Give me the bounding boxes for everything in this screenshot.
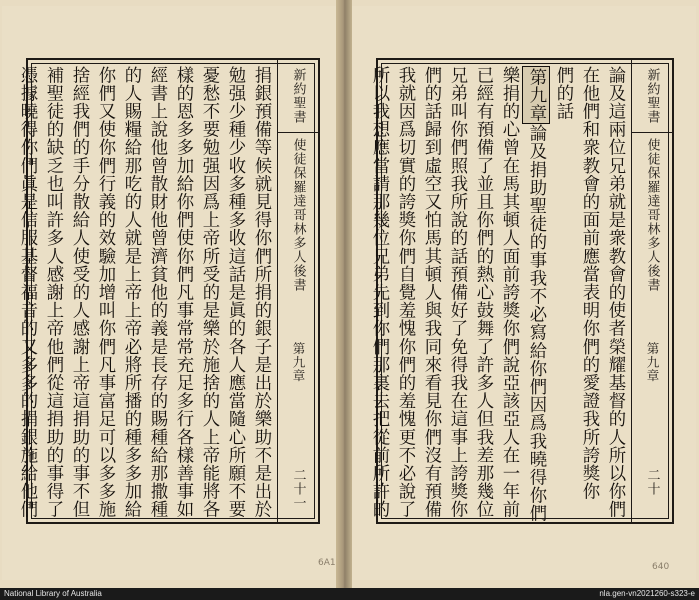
left-column-6: 的人賜糧給那吃的人就是上帝上帝必將所播的種多多加給 (121, 66, 141, 519)
right-pencil-mark: 640 (652, 562, 670, 572)
left-pencil-mark: 6A1 (318, 558, 336, 568)
right-column-5: 樂捐的心曾在馬其頓人面前誇獎你們說亞該亞人在一年前 (499, 66, 519, 519)
left-column-2: 勉强少種少收多種多收這話是眞的各人應當隨心所願不要 (225, 66, 245, 519)
right-body-text (369, 66, 628, 523)
left-page-number: 二十一 (290, 468, 306, 510)
right-column-9: 我就因爲切實的誇獎你們自覺羞愧你們的羞愧更不必說了 (395, 66, 415, 519)
right-epistle-title: 使徒保羅達哥林多人後書 (644, 138, 660, 292)
right-running-header (631, 60, 672, 522)
left-column-7: 你們又使你們行義的效驗加增叫你們凡事富足可以多多施 (95, 66, 115, 519)
right-column-3: 們的話 (553, 66, 573, 121)
left-running-header (277, 60, 318, 522)
right-column-10: 所以我想應當請那幾位兄弟先到你們那裏去把從前所許的 (369, 66, 389, 519)
right-column-1: 論及這兩位兄弟就是衆教會的使者榮耀基督的人所以你們 (605, 66, 625, 519)
left-chapter-label: 第九章 (291, 342, 306, 383)
left-column-3: 憂愁不要勉强因爲上帝所受的是樂於施捨的人上帝能將各 (199, 66, 219, 519)
left-column-9: 補聖徒的缺乏也叫許多人感謝上帝他們從這捐助的事得了 (43, 66, 63, 519)
right-column-2: 在他們和衆教會的面前應當表明你們的愛證我所誇獎你 (579, 66, 599, 501)
footer-identifier: nla.gen-vn2021260-s323-e (599, 589, 695, 598)
right-page-number: 二十 (644, 468, 660, 496)
left-text-frame (17, 58, 320, 524)
left-column-1: 捐銀預備等候就見得你們所捐的銀子是出於樂助不是出於 (251, 66, 271, 519)
right-column-8: 們的話歸到虛空又怕馬其頓人與我同來看見你們沒有預備 (421, 66, 441, 519)
right-column-4-text: 論及捐助聖徒的事我不必寫給你們因爲我曉得你們 (526, 124, 546, 523)
right-text-frame (369, 58, 674, 524)
footer-bar (0, 588, 699, 600)
left-body-text (17, 66, 274, 519)
right-column-6: 已經有預備了並且你們的熱心鼓舞了許多人但我差那幾位 (473, 66, 493, 519)
left-column-5: 經書上說他曾散財他曾濟貧他的義是長存的賜種給那撒種 (147, 66, 167, 519)
left-column-10: 憑據曉得你們眞是信服基督福音的又多多的捐銀施給他們 (17, 66, 37, 519)
right-chapter-label: 第九章 (645, 342, 660, 383)
left-column-8: 捨經我們的手分散給人使受的人感謝上帝這捐助的事不但 (69, 66, 89, 519)
right-column-7: 兄弟叫你們照我所說的話預備好了免得我在這事上誇獎你 (447, 66, 467, 519)
left-book-title: 新約聖書 (278, 64, 318, 133)
right-column-4 (522, 66, 550, 523)
right-book-title: 新約聖書 (632, 64, 672, 133)
footer-library-name: National Library of Australia (4, 589, 102, 598)
book-gutter (336, 0, 352, 588)
chapter-start-marker: 第九章 (522, 66, 550, 124)
left-epistle-title: 使徒保羅達哥林多人後書 (290, 138, 306, 292)
left-column-4: 樣的恩多多加給你們使你們凡事常常充足多行各樣善事如 (173, 66, 193, 519)
